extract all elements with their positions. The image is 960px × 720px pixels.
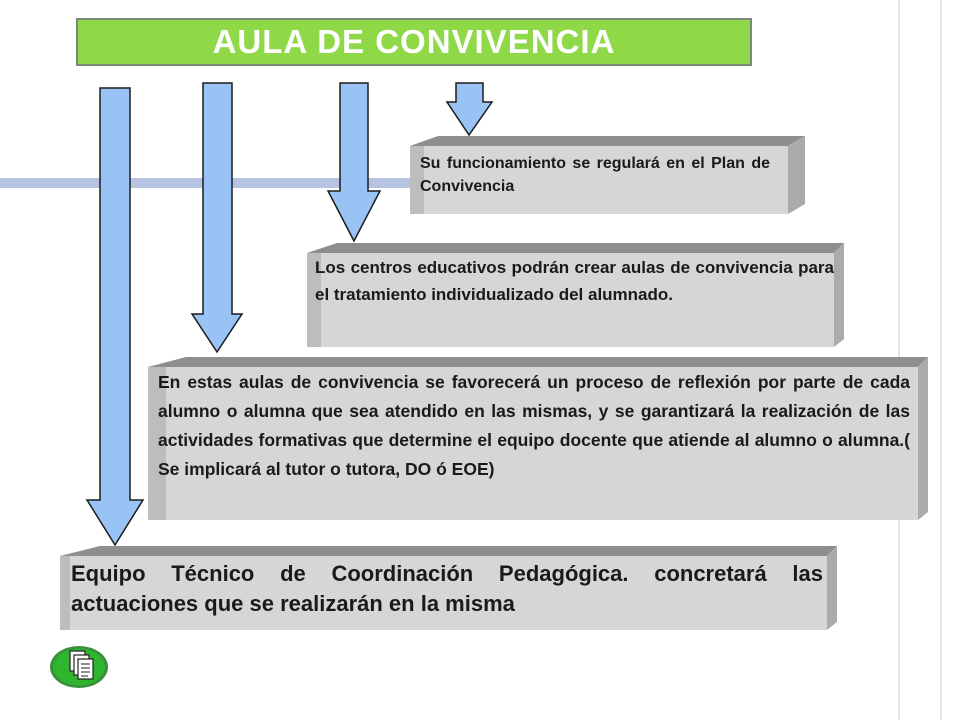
info-box-3 (148, 357, 928, 520)
info-box-4 (60, 546, 837, 630)
arrow-down-icon (87, 88, 143, 545)
info-box-2-text: Los centros educativos podrán crear aulas de convivencia para el tratamiento individualizado del alumnado. (315, 258, 834, 304)
arrow-down-icon (447, 83, 492, 135)
info-box-1 (410, 136, 805, 214)
info-box-4-text: Equipo Técnico de Coordinación Pedagógica. concretará las actuaciones que se realizarán en la misma (71, 561, 823, 616)
documents-icon[interactable] (48, 644, 110, 690)
info-box-2 (307, 243, 844, 347)
page-title: AULA DE CONVIVENCIA (212, 23, 616, 60)
arrow-down-icon (192, 83, 242, 352)
arrow-down-icon (328, 83, 380, 241)
info-box-3-text: En estas aulas de convivencia se favorecerá un proceso de reflexión por parte de cada alumno o alumna que sea atendido en las mismas, y se garantizará la realización de las actividades formativas que determine el equipo docente que atiende al alumno o alumna.( Se implicará al tutor o tutora, DO ó EOE) (158, 372, 910, 479)
info-box-1-text: Su funcionamiento se regulará en el Plan de Convivencia (420, 155, 770, 195)
